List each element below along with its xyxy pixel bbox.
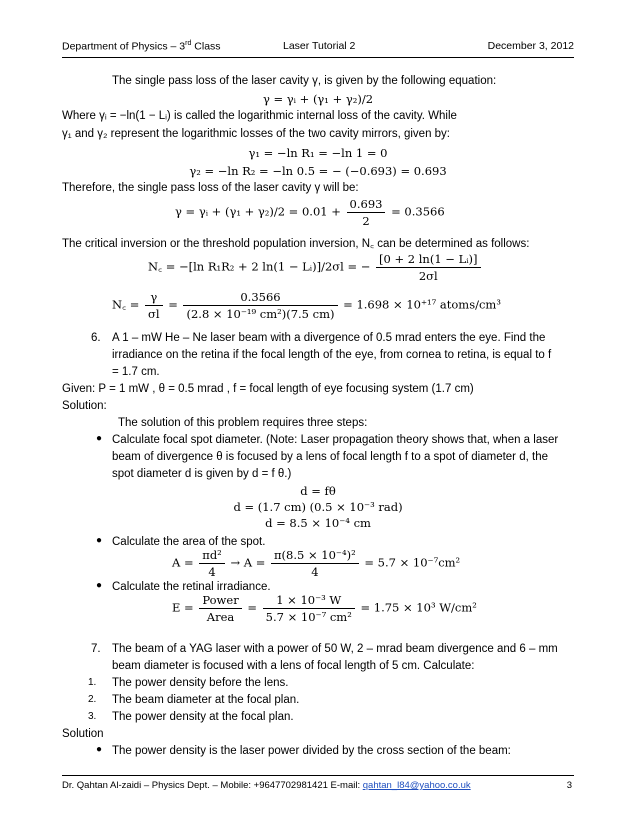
question-text: beam diameter is focused with a lens of focal length of 5 cm. Calculate:	[112, 660, 475, 672]
bullet-icon: ●	[96, 580, 103, 591]
paragraph: Therefore, the single pass loss of the laser cavity γ will be:	[62, 182, 359, 194]
header-rule	[62, 57, 574, 58]
header-title: Laser Tutorial 2	[283, 40, 356, 52]
list-item: Calculate the area of the spot.	[112, 536, 266, 548]
equation: γ = γᵢ + (γ₁ + γ₂)/2 = 0.01 + $\frac{0.693}{2}$ = 0.3566	[175, 197, 445, 228]
email-link[interactable]: qahtan_l84@yahoo.co.uk	[362, 780, 471, 791]
equation: N꜀ = $\frac{\gamma}{\sigma l}$ = $\frac{0.3566}{\text{(2.8 × 10⁻¹⁹ cm²)(7.5 cm)}}$ = 1.698 × 10⁺¹⁷ atoms/cm³	[112, 290, 501, 321]
equation: γ₁ = −ln R₁ = −ln 1 = 0	[248, 146, 388, 160]
equation: d = (1.7 cm) (0.5 × 10⁻³ rad)	[233, 500, 403, 514]
page-number: 3	[566, 780, 572, 791]
solution-heading: Solution	[62, 728, 104, 740]
equation: E = $\frac{\text{Power}}{\text{Area}}$ = $\frac{\text{1 × 10⁻³ W}}{\text{5.7 × 10⁻⁷ cm²}}$ = 1.75 × 10³ W/cm²	[172, 593, 477, 624]
paragraph: The solution of this problem requires three steps:	[118, 417, 368, 429]
equation: A = $\frac{\text{πd²}}{4}$ → A = $\frac{\text{π(8.5 × 10⁻⁴)²}}{4}$ = 5.7 × 10⁻⁷cm²	[172, 548, 461, 579]
sub-item-number: 3.	[88, 711, 97, 722]
paragraph: Where γᵢ = −ln(1 − Lᵢ) is called the logarithmic internal loss of the cavity. While	[62, 110, 457, 122]
given-line: Given: P = 1 mW , θ = 0.5 mrad , f = focal length of eye focusing system (1.7 cm)	[62, 383, 474, 395]
bullet-icon: ●	[96, 433, 103, 444]
question-text: The beam of a YAG laser with a power of 50 W, 2 – mrad beam divergence and 6 – mm	[112, 643, 558, 655]
list-item: The power density is the laser power divided by the cross section of the beam:	[112, 745, 511, 757]
list-item: Calculate focal spot diameter. (Note: Laser propagation theory shows that, when a laser	[112, 434, 559, 446]
question-number: 7.	[91, 643, 101, 655]
sub-item-number: 1.	[88, 677, 97, 688]
list-item: Calculate the retinal irradiance.	[112, 581, 271, 593]
question-text: = 1.7 cm.	[112, 366, 160, 378]
bullet-icon: ●	[96, 744, 103, 755]
footer-rule	[62, 775, 574, 776]
equation: γ₂ = −ln R₂ = −ln 0.5 = − (−0.693) = 0.693	[189, 164, 447, 178]
list-item: beam of divergence θ is focused by a lens of focal length f to a spot of diameter d, the	[112, 451, 548, 463]
paragraph: The single pass loss of the laser cavity γ, is given by the following equation:	[112, 75, 497, 87]
sub-item-number: 2.	[88, 694, 97, 705]
paragraph: The critical inversion or the threshold population inversion, N꜀ can be determined as follows:	[62, 238, 530, 250]
header-date: December 3, 2012	[487, 40, 574, 52]
sub-item: The power density at the focal plan.	[112, 711, 294, 723]
question-number: 6.	[91, 332, 101, 344]
question-text: A 1 – mW He – Ne laser beam with a divergence of 0.5 mrad enters the eye. Find the	[112, 332, 546, 344]
question-text: irradiance on the retina if the focal length of the eye, from cornea to retina, is equal to f	[112, 349, 552, 361]
list-item: spot diameter d is given by d = f θ.)	[112, 468, 292, 480]
paragraph: γ₁ and γ₂ represent the logarithmic losses of the two cavity mirrors, given by:	[62, 128, 451, 140]
equation: d = fθ	[300, 484, 336, 498]
equation: N꜀ = −[ln R₁R₂ + 2 ln(1 − Lᵢ)]/2σl = − $\frac{\text{[0 + 2 ln(1 − Lᵢ)]}}{2\sigma l}$	[148, 252, 483, 283]
header-department: Department of Physics – 3rd Class	[62, 40, 221, 53]
equation: γ = γᵢ + (γ₁ + γ₂)/2	[262, 92, 374, 106]
footer-author: Dr. Qahtan Al-zaidi – Physics Dept. – Mobile: +9647702981421 E-mail: qahtan_l84@yahoo.co.uk	[62, 780, 471, 791]
sub-item: The power density before the lens.	[112, 677, 289, 689]
sub-item: The beam diameter at the focal plan.	[112, 694, 300, 706]
equation: d = 8.5 × 10⁻⁴ cm	[265, 516, 371, 530]
solution-heading: Solution:	[62, 400, 107, 412]
bullet-icon: ●	[96, 535, 103, 546]
